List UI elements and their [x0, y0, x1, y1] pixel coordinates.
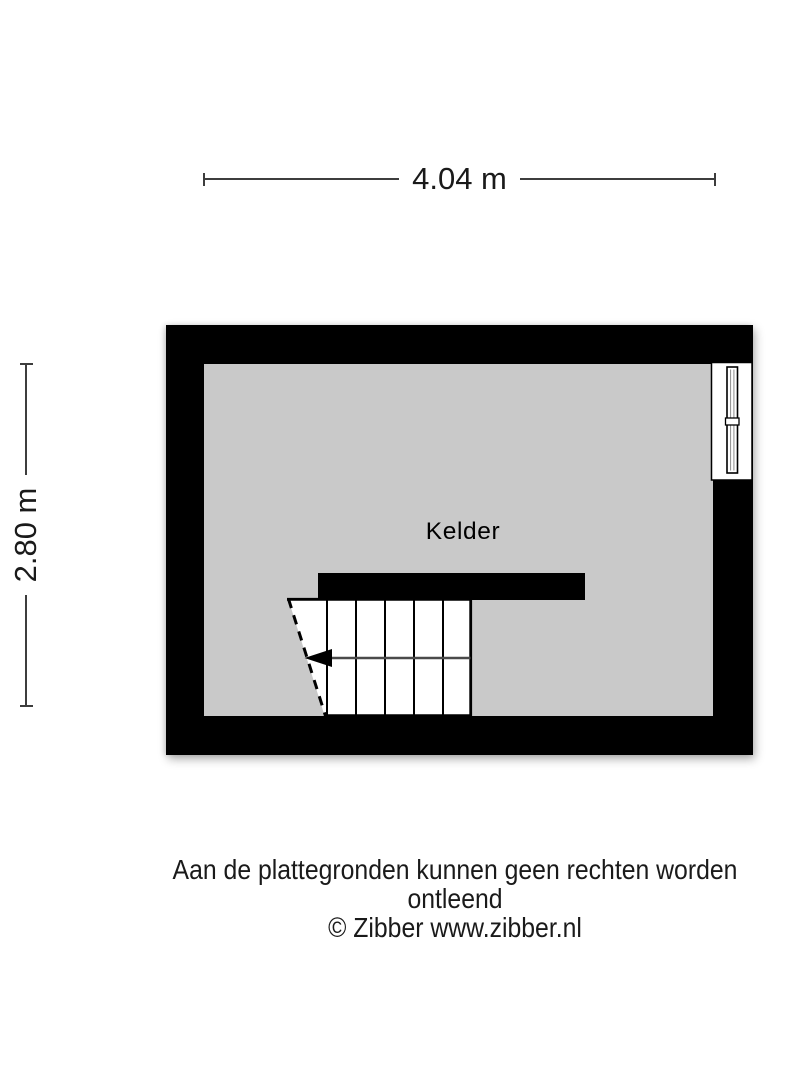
width-dimension-label: 4.04 m	[412, 161, 507, 196]
dimension-tick	[20, 705, 33, 707]
height-dimension-label: 2.80 m	[8, 487, 43, 583]
interior-wall	[318, 573, 585, 600]
height-dimension	[8, 363, 43, 707]
dimension-line	[205, 178, 399, 180]
dimension-line	[25, 595, 27, 705]
dimension-tick	[20, 363, 33, 365]
disclaimer-text: Aan de plattegronden kunnen geen rechten worden ontleend	[172, 854, 738, 914]
credit-text: © Zibber www.zibber.nl	[328, 912, 582, 943]
footer	[141, 855, 769, 942]
dimension-line	[520, 178, 714, 180]
dimension-line	[25, 365, 27, 475]
window	[712, 363, 753, 481]
window-mid-divider	[726, 418, 740, 425]
dimension-tick	[714, 173, 716, 186]
floor-plan-drawing	[166, 325, 753, 755]
floor-plan	[166, 325, 753, 755]
width-dimension	[203, 161, 716, 196]
room-label: Kelder	[425, 518, 501, 545]
